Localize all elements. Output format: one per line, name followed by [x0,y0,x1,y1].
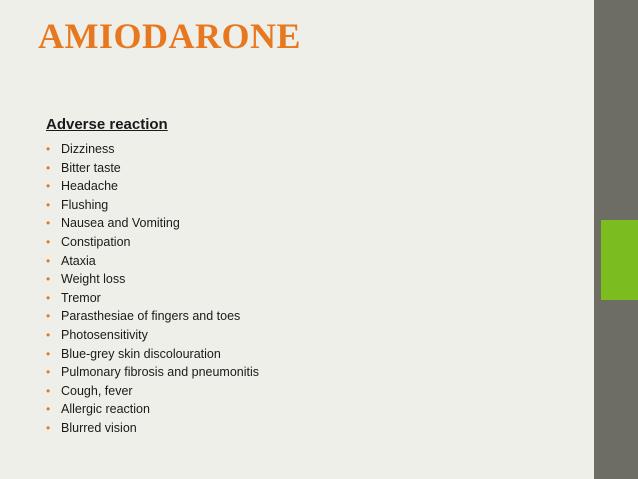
bullet-icon: • [46,290,51,305]
list-item-text: Headache [61,179,118,194]
bullet-icon: • [46,216,51,231]
list-item-text: Blue-grey skin discolouration [61,346,221,361]
bullet-icon: • [46,234,51,249]
bullet-icon: • [46,272,51,287]
bullet-icon: • [46,346,51,361]
list-item-text: Nausea and Vomiting [61,216,180,231]
bullet-icon: • [46,402,51,417]
list-item-text: Ataxia [61,253,96,268]
bullet-icon: • [46,383,51,398]
bullet-icon: • [46,327,51,342]
bullet-icon: • [46,197,51,212]
bullet-icon: • [46,365,51,380]
bullet-icon: • [46,142,51,156]
bullet-icon: • [46,420,51,435]
bullet-icon: • [46,160,51,175]
bullet-icon: • [46,309,51,324]
list-item-text: Bitter taste [61,160,121,175]
list-item-text: Dizziness [61,142,115,156]
list-item-text: Photosensitivity [61,327,148,342]
list-item-text: Cough, fever [61,383,133,398]
list-item-text: Tremor [61,290,101,305]
list-item-text: Allergic reaction [61,402,150,417]
list-item-text: Flushing [61,197,109,212]
bullet-icon: • [46,179,51,194]
section-heading: Adverse reaction [46,116,168,133]
list-item-text: Pulmonary fibrosis and pneumonitis [61,365,260,380]
list-item-text: Blurred vision [61,420,137,435]
side-accent-block [601,220,638,300]
bullet-icon: • [46,253,51,268]
list-item-text: Weight loss [61,272,126,287]
slide-title: AMIODARONE [38,16,301,56]
list-item-text: Constipation [61,234,131,249]
list-item-text: Parasthesiae of fingers and toes [61,309,241,324]
